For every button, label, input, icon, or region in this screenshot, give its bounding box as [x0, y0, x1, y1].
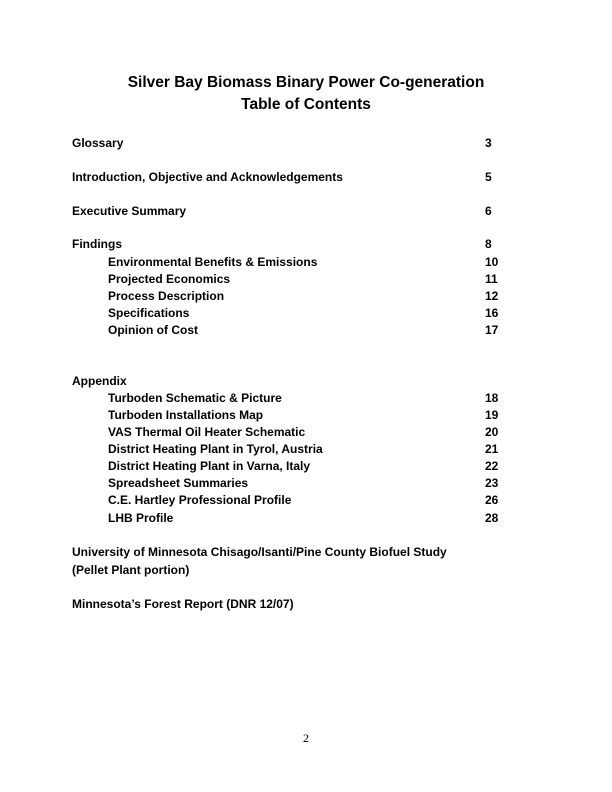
toc-entry-page: 18: [485, 391, 499, 405]
toc-entry-page: 20: [485, 425, 499, 439]
toc-entry-page: 19: [485, 408, 499, 422]
toc-entry-label: University of Minnesota Chisago/Isanti/Pine County Biofuel Study: [72, 545, 447, 559]
toc-entry-page: 3: [485, 136, 492, 150]
toc-entry-label: Projected Economics: [108, 272, 231, 286]
toc-entry-page: 12: [485, 289, 499, 303]
toc-entry-page: 16: [485, 306, 499, 320]
toc-entry-label: District Heating Plant in Tyrol, Austria: [108, 442, 323, 456]
toc-entry-label: Executive Summary: [72, 204, 187, 218]
toc-entry-label: Process Description: [108, 289, 225, 303]
toc-entry-page: 8: [485, 237, 492, 251]
toc-entry-label: Glossary: [72, 136, 124, 150]
toc-entry-page: 22: [485, 459, 499, 473]
toc-entry-label: VAS Thermal Oil Heater Schematic: [108, 425, 306, 439]
toc-entry-label: Opinion of Cost: [108, 323, 198, 337]
toc-entry-label: District Heating Plant in Varna, Italy: [108, 459, 311, 473]
toc-entry-label: (Pellet Plant portion): [72, 563, 190, 577]
toc-entry-page: 6: [485, 204, 492, 218]
toc-entry-page: 21: [485, 442, 499, 456]
toc-entry-page: 5: [485, 170, 492, 184]
page-number: 2: [303, 731, 309, 745]
toc-entry-label: C.E. Hartley Professional Profile: [108, 493, 292, 507]
toc-entry-label: Turboden Schematic & Picture: [108, 391, 282, 405]
toc-heading: Table of Contents: [241, 96, 371, 113]
toc-entry-label: Findings: [72, 237, 122, 251]
toc-entry-page: 26: [485, 493, 499, 507]
toc-entry-label: Turboden Installations Map: [108, 408, 264, 422]
toc-entry-label: Introduction, Objective and Acknowledgements: [72, 170, 343, 184]
toc-entry-page: 17: [485, 323, 499, 337]
toc-entry-label: Environmental Benefits & Emissions: [108, 255, 318, 269]
toc-entry-page: 28: [485, 511, 499, 525]
toc-entry-label: Specifications: [108, 306, 190, 320]
toc-entry-page: 23: [485, 476, 499, 490]
toc-entry-page: 10: [485, 255, 499, 269]
toc-entry-label: Spreadsheet Summaries: [108, 476, 249, 490]
toc-entry-label: Appendix: [72, 374, 127, 388]
toc-entry-page: 11: [485, 272, 498, 286]
document-title: Silver Bay Biomass Binary Power Co-generation: [127, 74, 485, 91]
toc-entry-label: LHB Profile: [108, 511, 174, 525]
toc-entry-label: Minnesota’s Forest Report (DNR 12/07): [72, 597, 294, 611]
